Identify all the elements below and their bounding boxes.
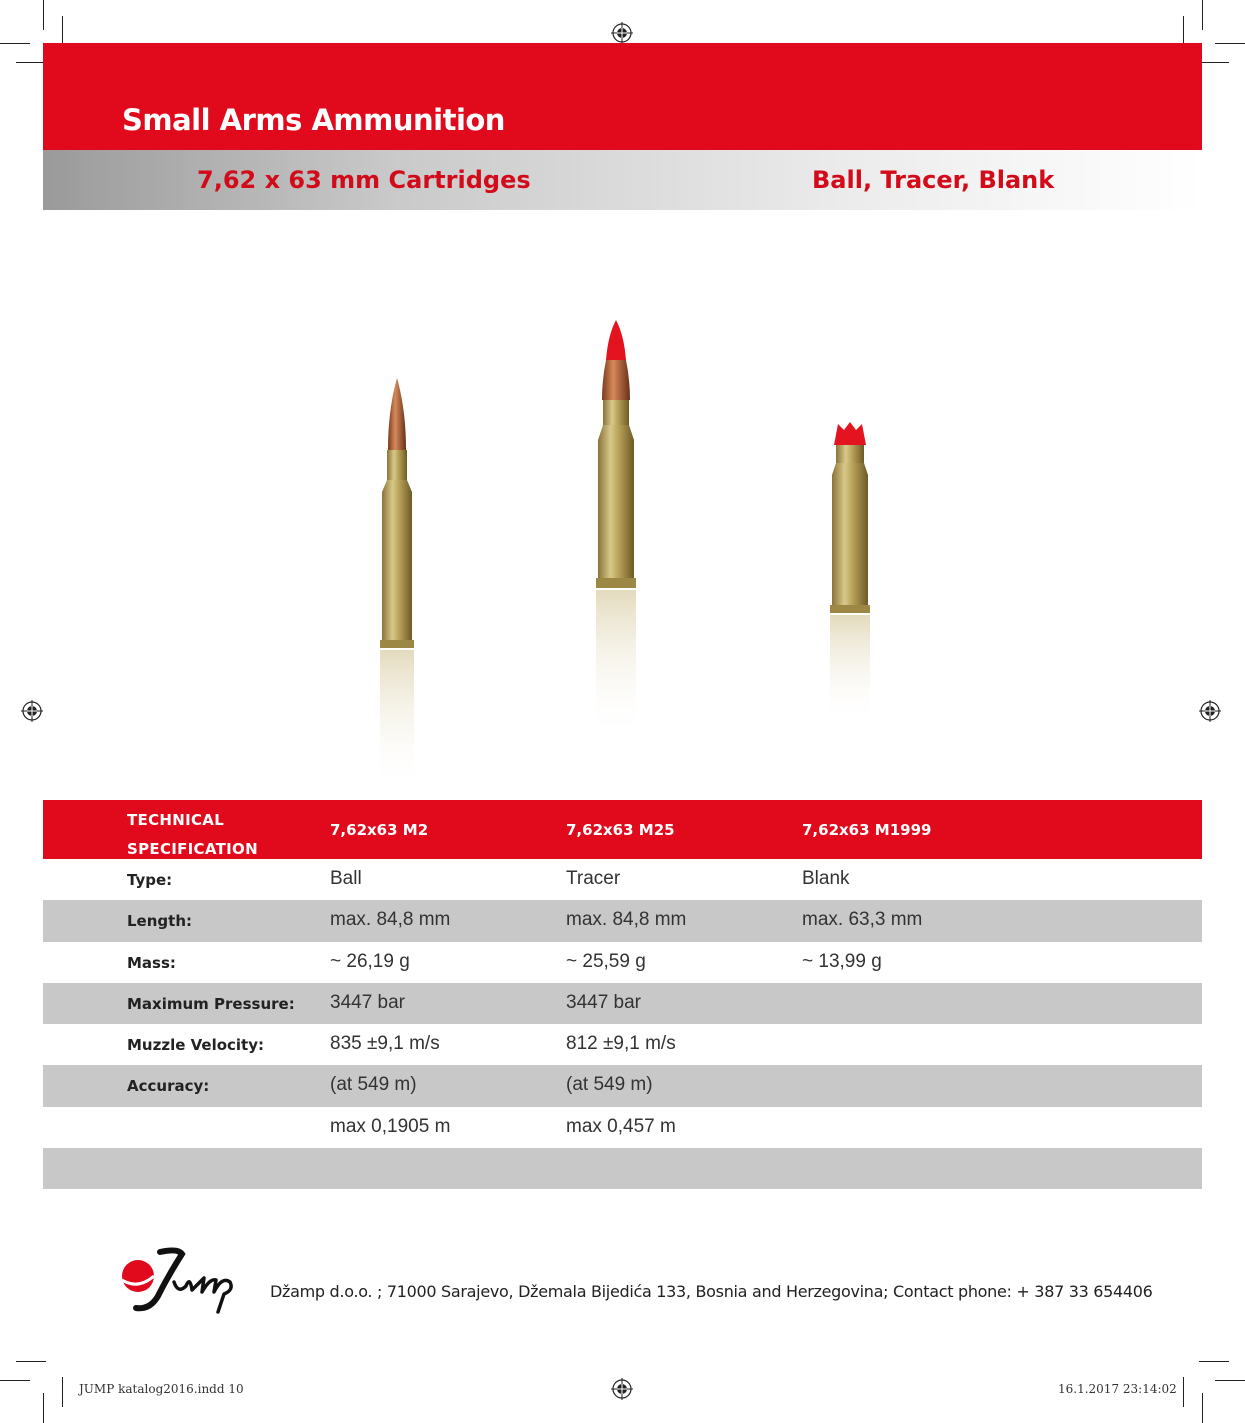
table-row (43, 983, 1202, 1024)
table-cell: 812 ±9,1 m/s (566, 1033, 676, 1055)
registration-mark-icon (21, 700, 43, 722)
registration-mark-icon (611, 1378, 633, 1400)
crop-mark (1202, 0, 1203, 30)
table-row (43, 1024, 1202, 1065)
column-header: 7,62x63 M25 (566, 821, 675, 839)
table-cell: Tracer (566, 868, 621, 889)
table-cell: ~ 26,19 g (330, 950, 410, 972)
slug-filename: JUMP katalog2016.indd 10 (79, 1382, 244, 1396)
table-cell: ~ 25,59 g (566, 950, 646, 972)
header-banner (43, 43, 1202, 150)
table-row (43, 1065, 1202, 1106)
cartridges-photo (300, 300, 940, 800)
slug-timestamp: 16.1.2017 23:14:02 (1058, 1382, 1177, 1396)
row-label: Muzzle Velocity: (127, 1036, 264, 1055)
row-label: Type: (127, 871, 173, 889)
spec-table-header (43, 800, 1202, 859)
crop-mark (0, 43, 30, 44)
crop-mark (1199, 1361, 1229, 1362)
table-cell: max. 84,8 mm (566, 909, 687, 931)
crop-mark (16, 62, 46, 63)
product-title: 7,62 x 63 mm Cartridges (197, 166, 531, 194)
table-row (43, 942, 1202, 983)
table-cell: 3447 bar (566, 991, 642, 1013)
table-cell: max 0,457 m (566, 1115, 676, 1137)
table-row (43, 1148, 1202, 1189)
row-label: Accuracy: (127, 1077, 210, 1096)
table-row (43, 1107, 1202, 1148)
subheader-bar (43, 150, 1202, 210)
crop-mark (1202, 1393, 1203, 1423)
table-cell: ~ 13,99 g (802, 950, 882, 972)
crop-mark (1215, 43, 1245, 44)
page-title: Small Arms Ammunition (122, 103, 505, 137)
column-header: 7,62x63 M1999 (802, 821, 932, 839)
row-label: Mass: (127, 953, 176, 972)
table-cell: 3447 bar (330, 991, 406, 1013)
table-cell: max 0,1905 m (330, 1115, 451, 1137)
company-contact: Džamp d.o.o. ; 71000 Sarajevo, Džemala Bijedića 133, Bosnia and Herzegovina; Contact phone: + 387 33 654406 (270, 1282, 1153, 1301)
blank-cartridge-icon (830, 422, 870, 725)
table-cell: (at 549 m) (330, 1074, 417, 1096)
row-label: Maximum Pressure: (127, 994, 295, 1013)
table-cell: Blank (802, 868, 850, 889)
table-cell: max. 84,8 mm (330, 909, 451, 931)
column-header: 7,62x63 M2 (330, 821, 429, 839)
crop-mark (62, 1377, 63, 1407)
table-cell: (at 549 m) (566, 1074, 653, 1096)
ball-cartridge-icon (380, 378, 414, 790)
crop-mark (0, 1380, 30, 1381)
crop-mark (43, 1393, 44, 1423)
crop-mark (1183, 1377, 1184, 1407)
registration-mark-icon (611, 22, 633, 44)
crop-mark (1199, 62, 1229, 63)
table-cell: 835 ±9,1 m/s (330, 1033, 440, 1055)
table-cell: Ball (330, 868, 362, 889)
crop-mark (1183, 16, 1184, 46)
spec-table-title: TECHNICAL SPECIFICATION (127, 811, 258, 858)
tracer-cartridge-icon (596, 320, 636, 740)
jump-logo (118, 1246, 258, 1318)
table-row (43, 900, 1202, 941)
table-cell: max. 63,3 mm (802, 909, 923, 931)
registration-mark-icon (1199, 700, 1221, 722)
product-variants: Ball, Tracer, Blank (812, 166, 1055, 194)
table-row (43, 859, 1202, 900)
crop-mark (1215, 1380, 1245, 1381)
crop-mark (62, 16, 63, 46)
crop-mark (43, 0, 44, 30)
row-label: Length: (127, 912, 192, 931)
crop-mark (16, 1361, 46, 1362)
spec-table (43, 800, 1202, 1189)
